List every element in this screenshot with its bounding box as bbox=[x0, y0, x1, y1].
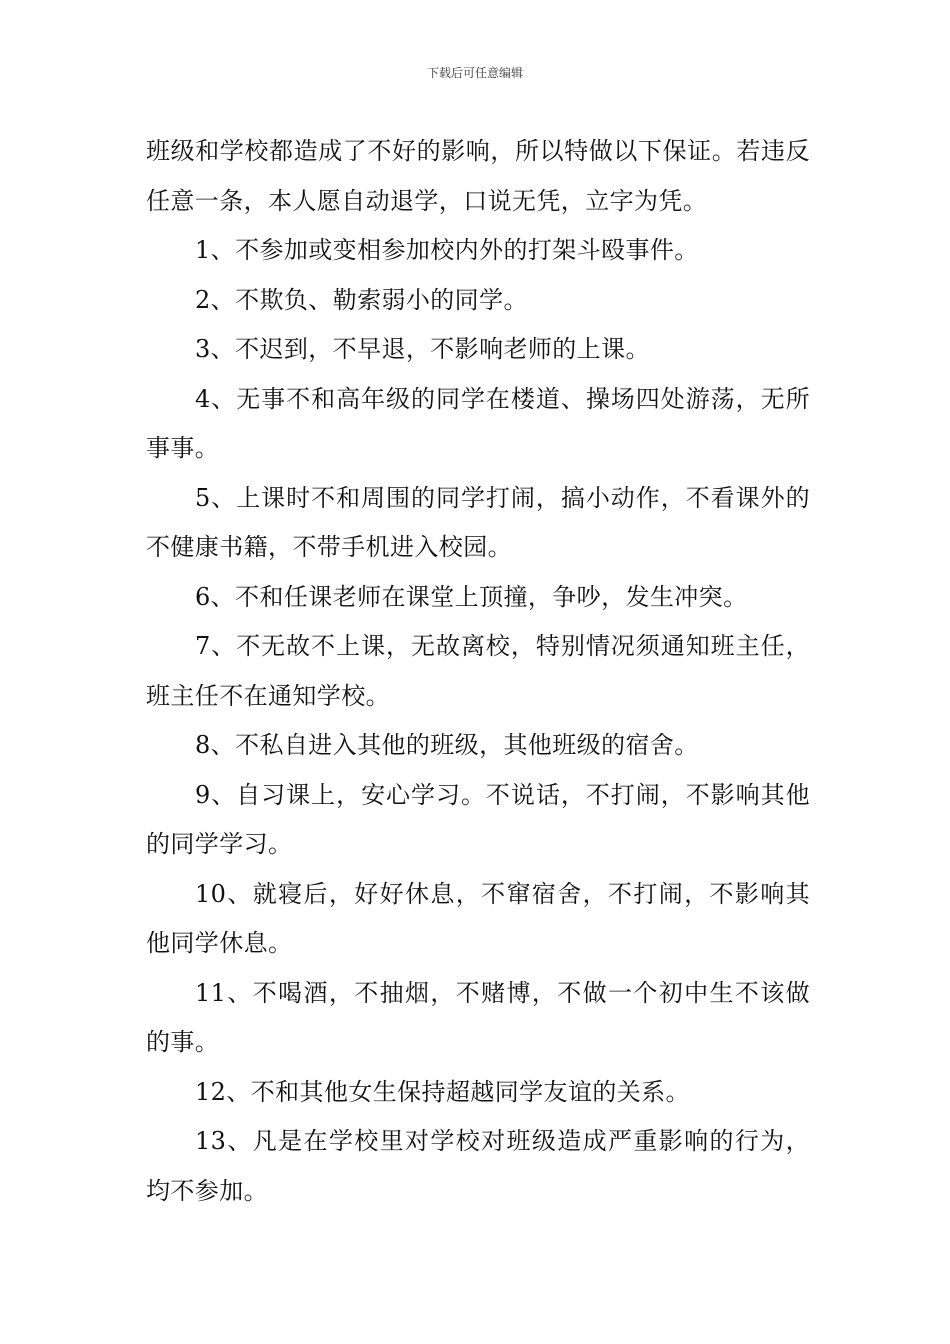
rule-item-2: 2、不欺负、勒索弱小的同学。 bbox=[195, 285, 528, 314]
rule-item-3: 3、不迟到，不早退，不影响老师的上课。 bbox=[195, 335, 650, 363]
rule-item-12: 12、不和其他女生保持超越同学友谊的关系。 bbox=[195, 1077, 690, 1106]
document-body bbox=[146, 127, 810, 1216]
rule-item-1: 1、不参加或变相参加校内外的打架斗殴事件。 bbox=[195, 236, 699, 264]
page-header-note: 下载后可任意编辑 bbox=[426, 66, 523, 80]
rule-item-13: 13、凡是在学校里对学校对班级造成严重影响的行为，均不参加。 bbox=[146, 1127, 810, 1205]
rule-item-11: 11、不喝酒，不抽烟，不赌博，不做一个初中生不该做的事。 bbox=[146, 978, 810, 1056]
rule-item-10: 10、就寝后，好好休息，不窜宿舍，不打闹，不影响其他同学休息。 bbox=[146, 879, 810, 957]
rule-item-7: 7、不无故不上课，无故离校，特别情况须通知班主任，班主任不在通知学校。 bbox=[146, 632, 810, 710]
rule-item-4: 4、无事不和高年级的同学在楼道、操场四处游荡，无所事事。 bbox=[146, 384, 810, 462]
rule-item-9: 9、自习课上，安心学习。不说话，不打闹，不影响其他的同学学习。 bbox=[146, 780, 810, 858]
rule-item-6: 6、不和任课老师在课堂上顶撞，争吵，发生冲突。 bbox=[195, 582, 748, 611]
rule-item-8: 8、不私自进入其他的班级，其他班级的宿舍。 bbox=[195, 731, 699, 759]
rule-item-5: 5、上课时不和周围的同学打闹，搞小动作，不看课外的不健康书籍，不带手机进入校园。 bbox=[146, 483, 810, 561]
paragraph-intro-continuation: 班级和学校都造成了不好的影响，所以特做以下保证。若违反任意一条，本人愿自动退学，口说无凭，立字为凭。 bbox=[146, 137, 810, 215]
